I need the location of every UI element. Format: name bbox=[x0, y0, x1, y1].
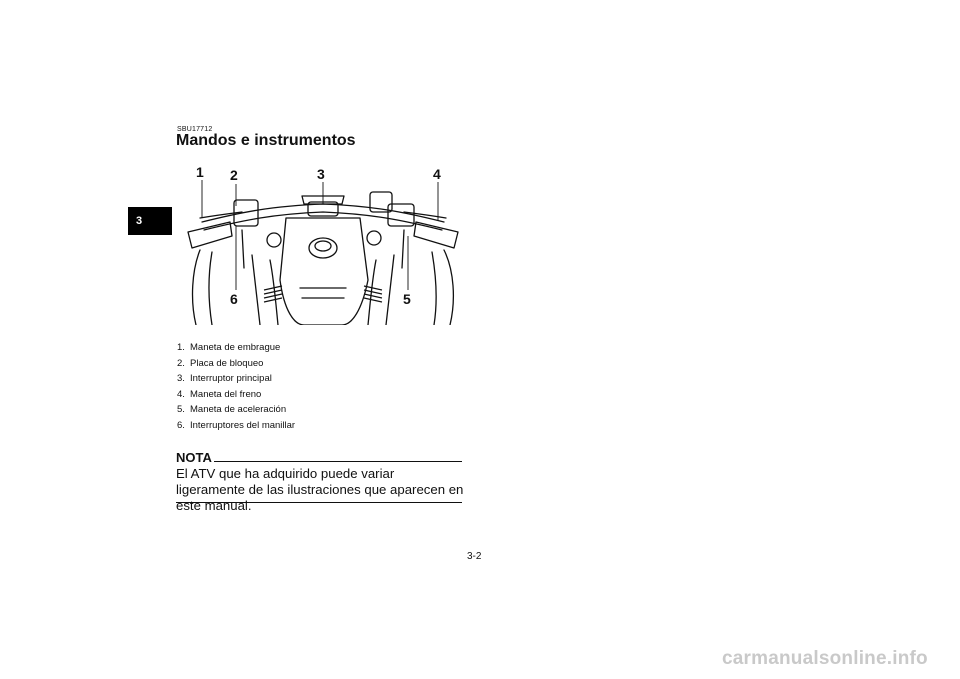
part-label: Maneta de embrague bbox=[190, 342, 281, 353]
atv-handlebar-illustration bbox=[182, 160, 464, 325]
part-number: 1. bbox=[177, 342, 185, 353]
part-number: 2. bbox=[177, 357, 185, 369]
part-label: Maneta de aceleración bbox=[190, 404, 287, 416]
list-item bbox=[177, 340, 295, 356]
part-label: Interruptores del manillar bbox=[190, 419, 296, 431]
section-title: Mandos e instrumentos bbox=[176, 132, 356, 149]
part-number: 4. bbox=[177, 388, 185, 400]
part-number: 6. bbox=[177, 419, 185, 431]
note-bottom-rule bbox=[176, 502, 462, 503]
part-number: 3. bbox=[177, 373, 185, 385]
part-label: Placa de bloqueo bbox=[190, 357, 264, 369]
list-item bbox=[177, 371, 295, 387]
callout-3: 3 bbox=[317, 166, 325, 182]
parts-list bbox=[177, 340, 295, 434]
section-code: SBU17712 bbox=[177, 126, 213, 133]
part-label: Maneta del freno bbox=[190, 388, 262, 400]
list-item bbox=[177, 356, 295, 372]
part-label: Interruptor principal bbox=[190, 373, 272, 385]
callout-2: 2 bbox=[230, 167, 238, 183]
note-label: NOTA bbox=[176, 450, 212, 465]
part-number: 5. bbox=[177, 404, 185, 416]
list-item bbox=[177, 402, 295, 418]
list-item bbox=[177, 387, 295, 403]
callout-1: 1 bbox=[196, 164, 204, 180]
watermark: carmanualsonline.info bbox=[722, 648, 928, 669]
callout-6: 6 bbox=[230, 291, 238, 307]
list-item bbox=[177, 418, 295, 434]
callout-4: 4 bbox=[433, 166, 441, 182]
note-heading bbox=[176, 451, 462, 465]
chapter-number: 3 bbox=[136, 215, 143, 227]
note-divider bbox=[214, 461, 462, 462]
callout-5: 5 bbox=[403, 291, 411, 307]
chapter-tab bbox=[128, 207, 172, 235]
note-text: El ATV que ha adquirido puede variar ligeramente de las ilustraciones que aparecen en este manual. bbox=[176, 466, 464, 513]
page-number: 3-2 bbox=[467, 551, 482, 562]
